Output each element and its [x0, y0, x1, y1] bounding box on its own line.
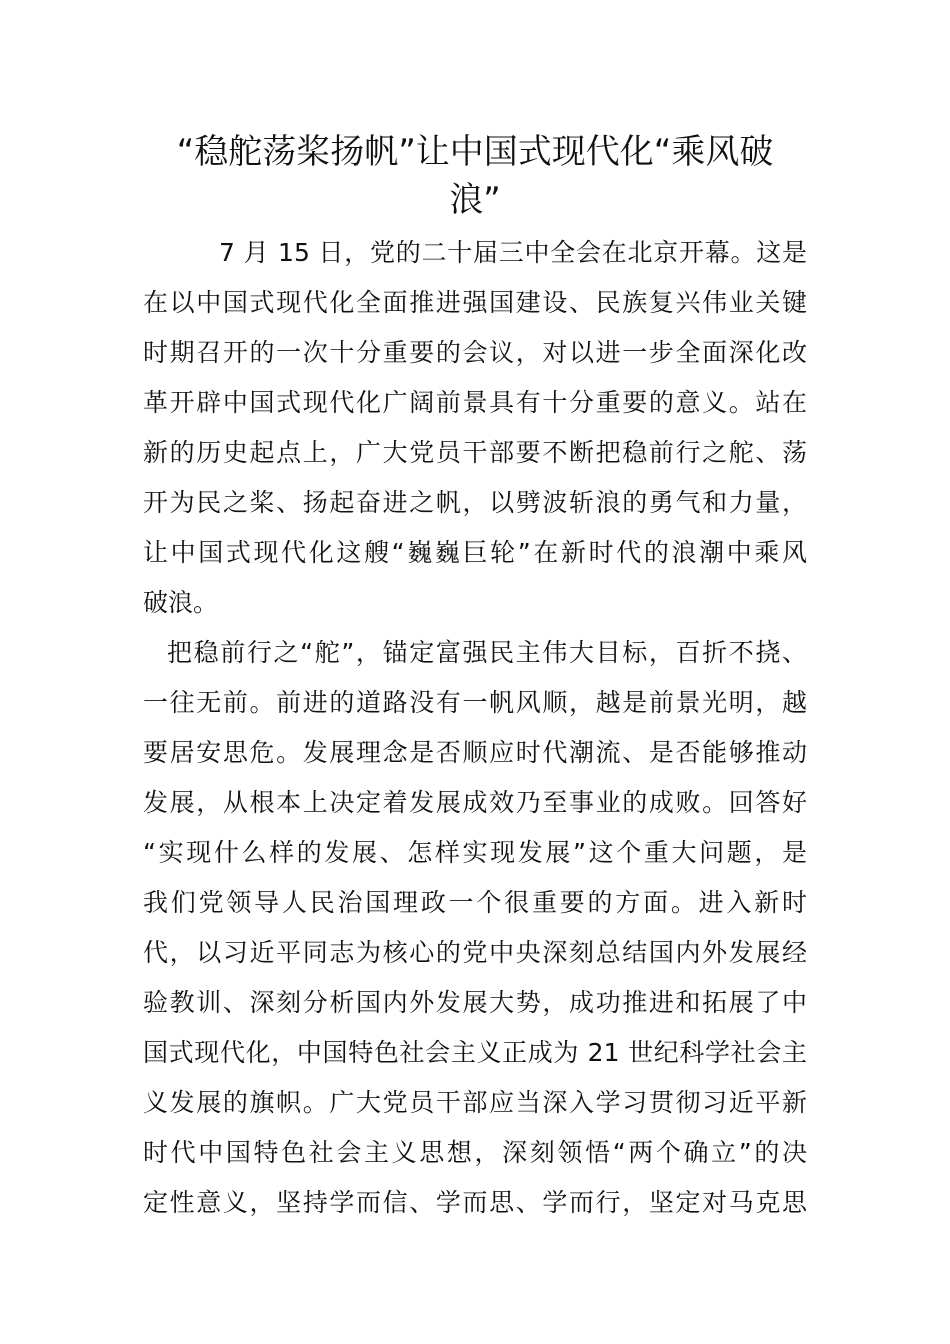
- text-line: 国式现代化，中国特色社会主义正成为 21 世纪科学社会主: [143, 1038, 807, 1067]
- text-line: 义发展的旗帜。广大党员干部应当深入学习贯彻习近平新: [143, 1088, 807, 1117]
- text-line: 让中国式现代化这艘“巍巍巨轮”在新时代的浪潮中乘风: [143, 538, 807, 567]
- text-line: 时期召开的一次十分重要的会议，对以进一步全面深化改: [143, 338, 807, 367]
- text-line: 发展，从根本上决定着发展成效乃至事业的成败。回答好: [143, 788, 807, 817]
- text-line: 一往无前。前进的道路没有一帆风顺，越是前景光明，越: [143, 688, 807, 717]
- document-title: [140, 128, 810, 224]
- text-line: 在以中国式现代化全面推进强国建设、民族复兴伟业关键: [143, 288, 807, 317]
- document-body: [143, 228, 807, 1228]
- text-line: 新的历史起点上，广大党员干部要不断把稳前行之舵、荡: [143, 438, 807, 467]
- text-line: 代，以习近平同志为核心的党中央深刻总结国内外发展经: [143, 938, 807, 967]
- text-line: 验教训、深刻分析国内外发展大势，成功推进和拓展了中: [143, 988, 807, 1017]
- title-line-1: “稳舵荡桨扬帆”让中国式现代化“乘风破: [176, 132, 774, 172]
- paragraph-2: [143, 628, 807, 1228]
- text-line: 时代中国特色社会主义思想，深刻领悟“两个确立”的决: [143, 1138, 807, 1167]
- text-line: 要居安思危。发展理念是否顺应时代潮流、是否能够推动: [143, 738, 807, 767]
- text-line: 破浪。: [143, 588, 219, 617]
- text-line: “实现什么样的发展、怎样实现发展”这个重大问题，是: [143, 838, 807, 867]
- text-line: 定性意义，坚持学而信、学而思、学而行，坚定对马克思: [143, 1188, 807, 1217]
- paragraph-1: [143, 228, 807, 628]
- text-line: 把稳前行之“舵”，锚定富强民主伟大目标，百折不挠、: [167, 638, 807, 667]
- text-line: 7 月 15 日，党的二十届三中全会在北京开幕。这是: [219, 238, 807, 267]
- text-line: 我们党领导人民治国理政一个很重要的方面。进入新时: [143, 888, 807, 917]
- text-line: 开为民之桨、扬起奋进之帆，以劈波斩浪的勇气和力量，: [143, 488, 807, 517]
- text-line: 革开辟中国式现代化广阔前景具有十分重要的意义。站在: [143, 388, 807, 417]
- title-line-2: 浪”: [449, 180, 501, 220]
